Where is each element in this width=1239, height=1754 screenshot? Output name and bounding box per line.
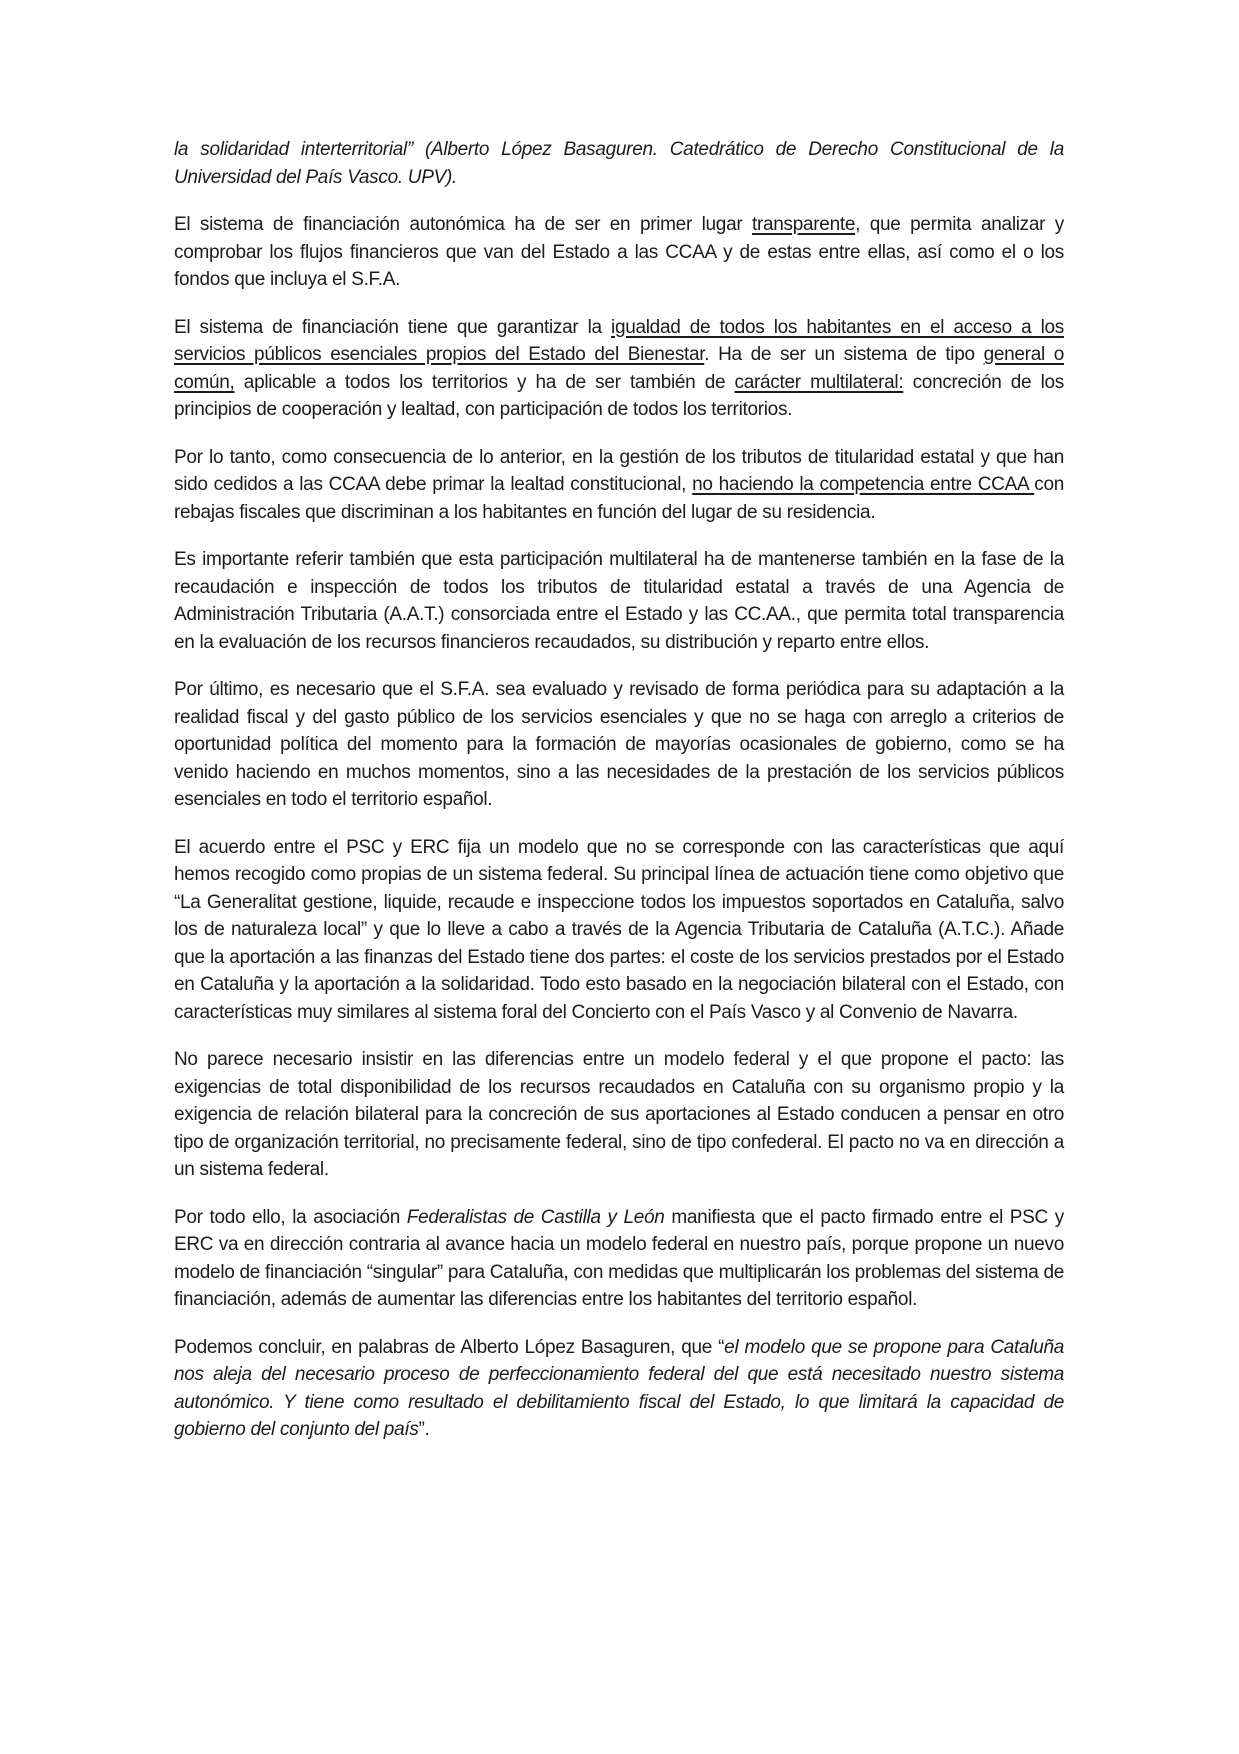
text-run: Podemos concluir, en palabras de Alberto López Basaguren, que “: [174, 1336, 725, 1358]
text-run: general o común,: [174, 344, 1065, 393]
text-run: manifiesta que el pacto firmado entre el PSC y ERC va en dirección contraria al avance hacia un modelo federal en nuestro país, porque propone un nuevo modelo de financiación “singular” para Cataluña, con medidas que multiplicarán los problemas del sistema de financiación, además de aumentar las diferencias entre los habitantes del territorio español.: [174, 1206, 1064, 1310]
text-run: Por último, es necesario que el S.F.A. sea evaluado y revisado de forma periódica para su adaptación a la realidad fiscal y del gasto público de los servicios esenciales y que no se haga con arreglo a criterios de oportunidad política del momento para la formación de mayorías ocasionales de gobierno, como se ha venido haciendo en muchos momentos, sino a las necesidades de la prestación de los servicios públicos esenciales en todo el territorio español.: [174, 679, 1064, 810]
text-run: transparente: [752, 214, 856, 235]
text-run: Por lo tanto, como consecuencia de lo anterior, en la gestión de los tributos de titularidad estatal y que han sido cedidos a las CCAA debe primar la lealtad constitucional,: [174, 446, 1064, 495]
paragraph-3: [174, 314, 1064, 424]
text-run: el modelo que se propone para Cataluña nos aleja del necesario proceso de perfeccionamiento federal del que está necesitado nuestro sistema autonómico. Y tiene como resultado el debilitamiento fiscal del Estado, lo que limitará la capacidad de gobierno del conjunto del país: [174, 1336, 1064, 1440]
text-run: No parece necesario insistir en las diferencias entre un modelo federal y el que propone el pacto: las exigencias de total disponibilidad de los recursos recaudados en Cataluña con su organismo propio y la exigencia de relación bilateral para la concreción de sus aportaciones al Estado conducen a pensar en otro tipo de organización territorial, no precisamente federal, sino de tipo confederal. El pacto no va en dirección a un sistema federal.: [174, 1049, 1064, 1180]
text-run: con rebajas fiscales que discriminan a los habitantes en función del lugar de su residencia.: [174, 474, 1064, 523]
text-run: la solidaridad interterritorial” (Alberto López Basaguren. Catedrático de Derecho Constitucional de la Universidad del País Vasco. UPV).: [174, 139, 1064, 188]
text-run: concreción de los principios de cooperación y lealtad, con participación de todos los territorios.: [174, 371, 1064, 420]
text-run: . Ha de ser un sistema de tipo: [704, 344, 984, 365]
text-run: carácter multilateral:: [734, 371, 904, 393]
text-run: Federalistas de Castilla y León: [406, 1206, 665, 1228]
paragraph-6: [174, 676, 1064, 814]
text-run: El acuerdo entre el PSC y ERC fija un modelo que no se corresponde con las características que aquí hemos recogido como propias de un sistema federal. Su principal línea de actuación tiene como objetivo que “La Generalitat gestione, liquide, recaude e inspeccione todos los impuestos soportados en Cataluña, salvo los de naturaleza local” y que lo lleve a cabo a través de la Agencia Tributaria de Cataluña (A.T.C.). Añade que la aportación a las finanzas del Estado tiene dos partes: el coste de los servicios prestados por el Estado en Cataluña y la aportación a la solidaridad. Todo esto basado en la negociación bilateral con el Estado, con características muy similares al sistema foral del Concierto con el País Vasco y al Convenio de Navarra.: [174, 836, 1064, 1023]
paragraph-9: [174, 1204, 1064, 1314]
text-run: Es importante referir también que esta participación multilateral ha de mantenerse también en la fase de la recaudación e inspección de todos los tributos de titularidad estatal a través de una Agencia de Administración Tributaria (A.A.T.) consorciada entre el Estado y las CC.AA., que permita total transparencia en la evaluación de los recursos financieros recaudados, su distribución y reparto entre ellos.: [174, 549, 1064, 653]
text-run: no haciendo la competencia entre CCAA: [692, 474, 1035, 495]
text-run: El sistema de financiación tiene que garantizar la: [174, 316, 612, 338]
text-run: aplicable a todos los territorios y ha de ser también de: [234, 371, 735, 393]
paragraph-8: [174, 1046, 1064, 1184]
paragraph-4: [174, 444, 1064, 527]
text-run: ”.: [418, 1419, 430, 1440]
document-body: [174, 136, 1064, 1444]
paragraph-5: [174, 546, 1064, 656]
paragraph-1: [174, 136, 1064, 191]
text-run: , que permita analizar y comprobar los flujos financieros que van del Estado a las CCAA y de estas entre ellas, así como el o los fondos que incluya el S.F.A.: [174, 214, 1064, 290]
text-run: El sistema de financiación autonómica ha de ser en primer lugar: [174, 214, 752, 235]
paragraph-2: [174, 211, 1064, 294]
paragraph-10: [174, 1334, 1064, 1444]
paragraph-7: [174, 834, 1064, 1027]
text-run: igualdad de todos los habitantes en el acceso a los servicios públicos esenciales propios del Estado del Bienestar: [174, 316, 1064, 365]
text-run: Por todo ello, la asociación: [174, 1206, 407, 1228]
